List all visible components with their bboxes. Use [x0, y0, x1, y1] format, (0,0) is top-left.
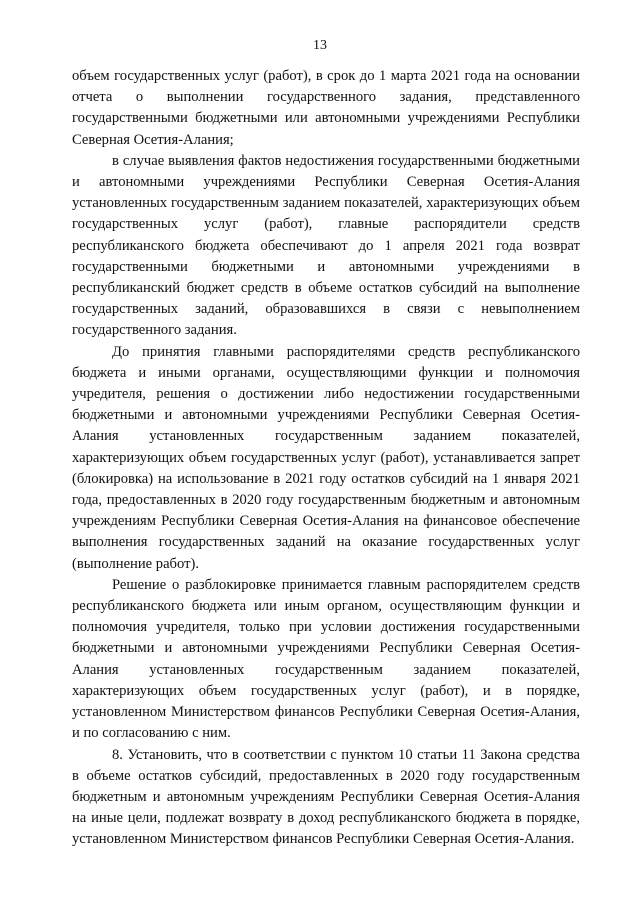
paragraph-blocking: До принятия главными распорядителями средств республиканского бюджета и иными органами, осуществляющими функции и полномочия учредителя, решения о достижении либо недостижении государственными бюджетными и автономными учреждениями Республики Северная Осетия-Алания установленных государственным заданием показателей, характеризующих объем государственных услуг (работ), устанавливается запрет (блокировка) на использование в 2021 году остатков субсидий на 1 января 2021 года, предоставленных в 2020 году государственным бюджетным и автономным учреждениям Республики Северная Осетия-Алания на финансовое обеспечение выполнения государственных заданий на оказание государственных услуг (выполнение работ).	[72, 343, 580, 572]
paragraph-unblocking: Решение о разблокировке принимается главным распорядителем средств республиканского бюджета или иным органом, осуществляющим функции и полномочия учредителя, только при условии достижения государственными бюджетными и автономными учреждениями Республики Северная Осетия-Алания установленных государственным заданием показателей, характеризующих объем государственных услуг (работ), и в порядке, установленном Министерством финансов Республики Северная Осетия-Алания, и по согласованию с ним.	[72, 576, 580, 742]
page-number: 13	[313, 38, 327, 53]
document-body	[72, 66, 580, 851]
paragraph-continuation: объем государственных услуг (работ), в срок до 1 марта 2021 года на основании отчета о выполнении государственного задания, представленного государственными бюджетными или автономными учреждениями Республики Северная Осетия-Алания;	[72, 68, 580, 148]
paragraph-item-8: 8. Установить, что в соответствии с пунктом 10 статьи 11 Закона средства в объеме остатков субсидий, предоставленных в 2020 году государственным бюджетным и автономным учреждениям Республики Северная Осетия-Алания на иные цели, подлежат возврату в доход республиканского бюджета в порядке, установленном Министерством финансов Республики Северная Осетия-Алания.	[72, 746, 580, 848]
paragraph-return-of-funds: в случае выявления фактов недостижения государственными бюджетными и автономными учреждениями Республики Северная Осетия-Алания установленных государственным заданием показателей, характеризующих объем государственных услуг (работ), главные распорядители средств республиканского бюджета обеспечивают до 1 апреля 2021 года возврат государственными бюджетными и автономными учреждениями в республиканский бюджет средств в объеме остатков субсидий на выполнение государственных заданий, образовавшихся в связи с невыполнением государственного задания.	[72, 152, 580, 339]
